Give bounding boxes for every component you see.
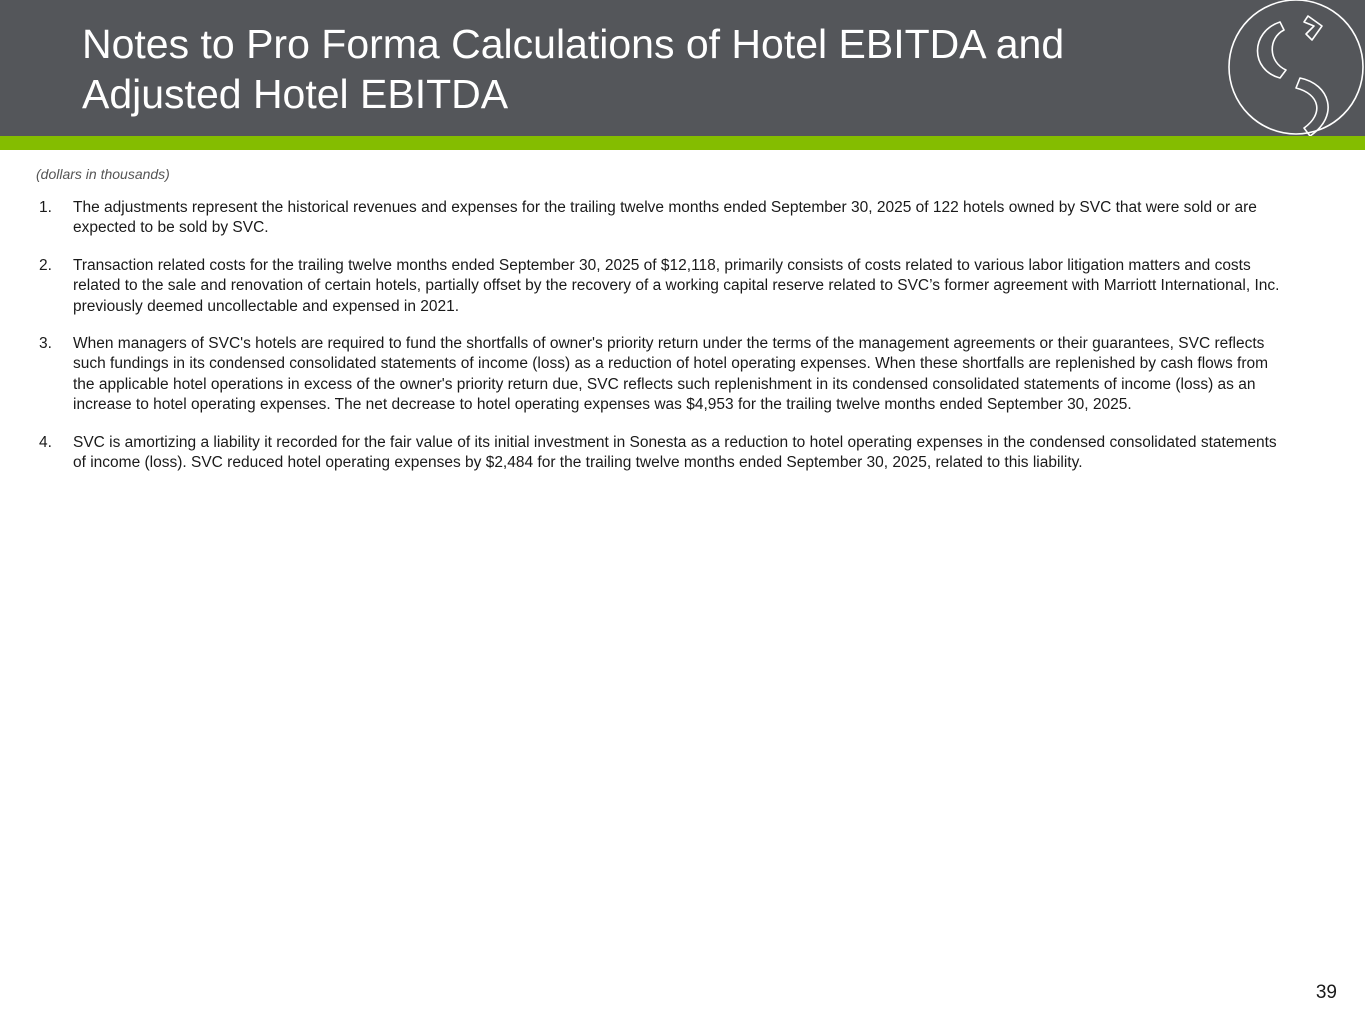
note-item [36, 433, 1286, 474]
note-text: When managers of SVC's hotels are required to fund the shortfalls of owner's priority return under the terms of the management agreements or their guarantees, SVC reflects such fundings in its condensed consolidated statements of income (loss) as a reduction of hotel operating expenses. When these shortfalls are replenished by cash flows from the applicable hotel operations in excess of the owner's priority return due, SVC reflects such replenishment in its condensed consolidated statements of income (loss) as an increase to hotel operating expenses. The net decrease to hotel operating expenses was $4,953 for the trailing twelve months ended September 30, 2025. [73, 335, 1269, 414]
accent-bar [0, 136, 1365, 150]
page-number: 39 [1315, 982, 1337, 1003]
note-number: 1. [39, 199, 52, 216]
slide-header [0, 0, 1365, 136]
note-item [36, 256, 1286, 317]
note-item [36, 334, 1286, 416]
notes-list [36, 198, 1286, 490]
note-number: 4. [39, 433, 52, 451]
note-text: SVC is amortizing a liability it recorded for the fair value of its initial investment in Sonesta as a reduction to hotel operating expenses in the condensed consolidated statements of income (loss). SVC reduced hotel operating expenses by $2,484 for the trailing twelve months ended September 30, 2025, related to this liability. [73, 433, 1277, 472]
note-text: The adjustments represent the historical revenues and expenses for the trailing twelve months ended September 30, 2025 of 122 hotels owned by SVC that were sold or are expected to be sold by SVC. [73, 199, 1257, 237]
page-title-line-2: Adjusted Hotel EBITDA [82, 71, 509, 117]
svc-logo-icon [1222, 0, 1365, 136]
page-title [82, 19, 1182, 119]
note-number: 2. [39, 256, 52, 274]
note-number: 3. [39, 335, 52, 353]
note-text: Transaction related costs for the trailing twelve months ended September 30, 2025 of $12,118, primarily consists of costs related to various labor litigation matters and costs related to the sale and renovation of certain hotels, partially offset by the recovery of a working capital reserve related to SVC’s former agreement with Marriott International, Inc. previously deemed uncollectable and expensed in 2021. [73, 256, 1280, 315]
note-item [36, 198, 1286, 239]
units-note: (dollars in thousands) [36, 166, 170, 182]
page-title-line-1: Notes to Pro Forma Calculations of Hotel EBITDA and [82, 21, 1065, 67]
